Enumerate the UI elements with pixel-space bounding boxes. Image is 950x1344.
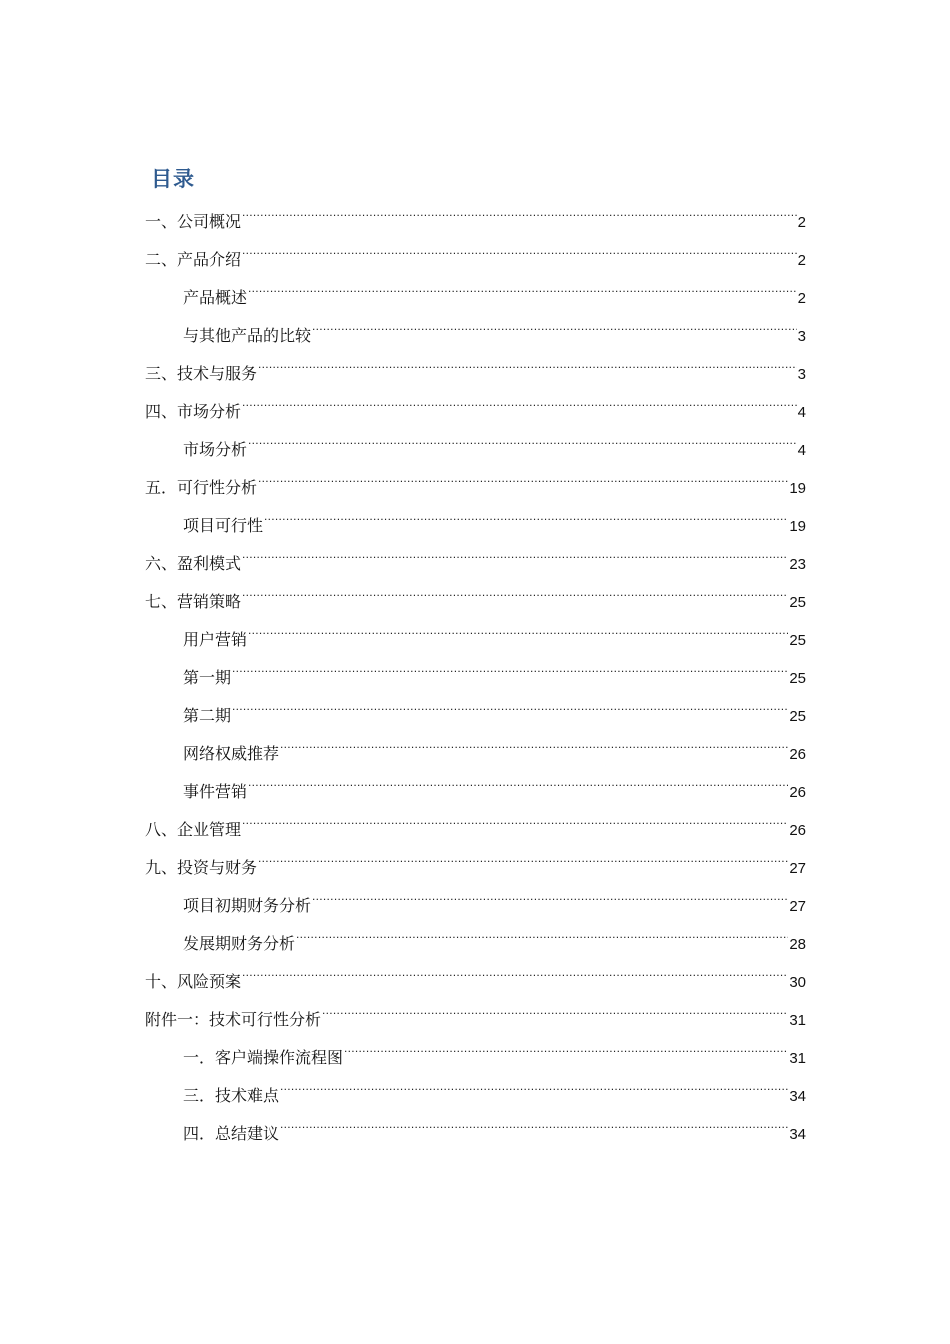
toc-entry[interactable]	[145, 379, 806, 421]
toc-entry-text: 发展期财务分析	[183, 934, 296, 953]
toc-page-number: 31	[789, 1012, 806, 1029]
toc-page-number: 27	[789, 898, 806, 915]
toc-entry[interactable]	[145, 797, 806, 839]
toc-page-number: 2	[797, 290, 806, 307]
toc-entry[interactable]	[145, 265, 806, 307]
toc-entry[interactable]	[145, 949, 806, 991]
toc-entry-text: 一．客户端操作流程图	[183, 1048, 344, 1067]
toc-page-number: 4	[797, 404, 806, 421]
toc-page-number: 2	[797, 252, 806, 269]
toc-entry-text: 附件一：技术可行性分析	[145, 1010, 322, 1029]
toc-entry-text: 与其他产品的比较	[183, 326, 312, 345]
toc-dot-leader	[242, 569, 788, 607]
toc-entry-text: 项目可行性	[183, 516, 264, 535]
toc-dot-leader	[248, 265, 797, 303]
toc-dot-leader	[344, 1025, 788, 1063]
toc-dot-leader	[280, 721, 788, 759]
toc-page-number: 4	[797, 442, 806, 459]
toc-page-number: 26	[789, 784, 806, 801]
toc-entry-text: 三、技术与服务	[145, 364, 258, 383]
toc-entry-text: 六、盈利模式	[145, 554, 242, 573]
toc-title: 目录	[151, 167, 195, 191]
toc-dot-leader	[242, 379, 797, 417]
toc-entry-text: 四．总结建议	[183, 1124, 280, 1143]
toc-page-number: 25	[789, 670, 806, 687]
toc-entry-text: 一、公司概况	[145, 212, 242, 231]
toc-entry-text: 七、营销策略	[145, 592, 242, 611]
toc-entry-text: 四、市场分析	[145, 402, 242, 421]
toc-entry[interactable]	[145, 721, 806, 763]
toc-entry-text: 项目初期财务分析	[183, 896, 312, 915]
toc-dot-leader	[312, 873, 788, 911]
toc-entry[interactable]	[145, 645, 806, 687]
toc-dot-leader	[242, 189, 797, 227]
toc-entry[interactable]	[145, 417, 806, 459]
toc-entry-text: 二、产品介绍	[145, 250, 242, 269]
toc-entry-text: 产品概述	[183, 288, 248, 307]
toc-dot-leader	[242, 949, 788, 987]
toc-page-number: 25	[789, 708, 806, 725]
toc-dot-leader	[312, 303, 797, 341]
toc-dot-leader	[264, 493, 788, 531]
toc-page-number: 19	[789, 480, 806, 497]
toc-entry[interactable]	[145, 569, 806, 611]
toc-entry-text: 九、投资与财务	[145, 858, 258, 877]
toc-page-number: 26	[789, 822, 806, 839]
toc-dot-leader	[242, 531, 788, 569]
toc-page-number: 25	[789, 594, 806, 611]
toc-entry-text: 三．技术难点	[183, 1086, 280, 1105]
toc-entry-text: 八、企业管理	[145, 820, 242, 839]
toc-entry-text: 第一期	[183, 668, 232, 687]
toc-dot-leader	[258, 835, 788, 873]
toc-dot-leader	[242, 227, 797, 265]
toc-entry[interactable]	[145, 607, 806, 649]
toc-entry[interactable]	[145, 835, 806, 877]
toc-page-number: 31	[789, 1050, 806, 1067]
toc-entry-text: 市场分析	[183, 440, 248, 459]
toc-entry[interactable]	[145, 531, 806, 573]
toc-dot-leader	[280, 1101, 788, 1139]
toc-dot-leader	[248, 759, 788, 797]
toc-entry[interactable]	[145, 189, 806, 231]
toc-dot-leader	[232, 683, 788, 721]
toc-page-number: 3	[797, 366, 806, 383]
toc-page-number: 3	[797, 328, 806, 345]
toc-entry-text: 五．可行性分析	[145, 478, 258, 497]
toc-dot-leader	[258, 341, 797, 379]
toc-entry-text: 十、风险预案	[145, 972, 242, 991]
toc-entry-text: 用户营销	[183, 630, 248, 649]
toc-entry[interactable]	[145, 683, 806, 725]
toc-dot-leader	[258, 455, 788, 493]
toc-page-number: 26	[789, 746, 806, 763]
toc-entry[interactable]	[145, 227, 806, 269]
toc-entry-text: 第二期	[183, 706, 232, 725]
toc-page-number: 34	[789, 1088, 806, 1105]
toc-page-number: 25	[789, 632, 806, 649]
toc-dot-leader	[242, 797, 788, 835]
toc-page-number: 28	[789, 936, 806, 953]
toc-dot-leader	[280, 1063, 788, 1101]
toc-page-number: 27	[789, 860, 806, 877]
toc-page-number: 23	[789, 556, 806, 573]
toc-entry-text: 事件营销	[183, 782, 248, 801]
toc-dot-leader	[296, 911, 788, 949]
toc-dot-leader	[248, 607, 788, 645]
table-of-contents	[145, 189, 806, 1143]
toc-dot-leader	[232, 645, 788, 683]
toc-entry[interactable]	[145, 987, 806, 1029]
toc-page-number: 19	[789, 518, 806, 535]
toc-dot-leader	[322, 987, 788, 1025]
toc-entry-text: 网络权威推荐	[183, 744, 280, 763]
toc-page-number: 30	[789, 974, 806, 991]
toc-page-number: 2	[797, 214, 806, 231]
toc-page-number: 34	[789, 1126, 806, 1143]
toc-dot-leader	[248, 417, 797, 455]
